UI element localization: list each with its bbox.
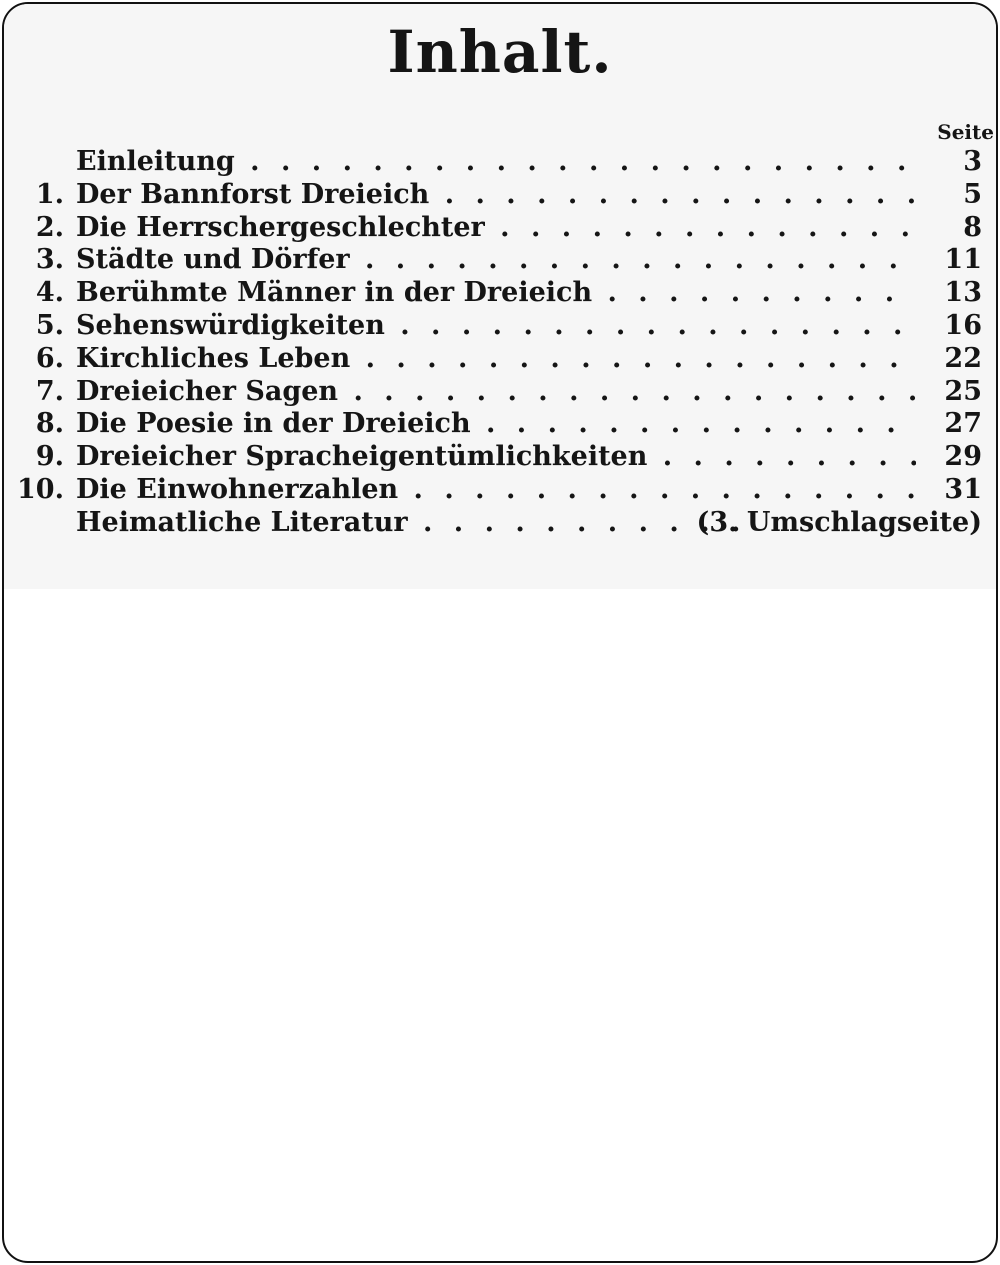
page-column-header: Seite	[937, 120, 994, 144]
toc-entry-number: 10.	[17, 473, 64, 505]
toc-entry-title: Kirchliches Leben . . .	[76, 343, 916, 376]
toc-entry-number: 4.	[35, 277, 64, 309]
toc-entry-page: 5	[963, 178, 982, 210]
toc-entry	[4, 507, 996, 540]
toc-entry-title: Die Poesie in der Dreieich . . .	[76, 408, 916, 441]
toc-entry-number: 2.	[35, 211, 64, 243]
toc-entry-page: 8	[963, 211, 982, 243]
toc-entry-title: Die Herrschergeschlechter . . .	[76, 212, 916, 245]
toc-entry-number: 5.	[35, 309, 64, 341]
toc-entry-page: 27	[944, 408, 982, 440]
toc-entry	[4, 310, 996, 343]
toc-entry-title: Dreieicher Spracheigentümlichkeiten . . .	[76, 441, 916, 474]
toc-entry	[4, 146, 996, 179]
toc-entry-page: 22	[944, 342, 982, 374]
toc-entry-title: Heimatliche Literatur . . .	[76, 507, 748, 540]
toc-entry-page: 16	[944, 309, 982, 341]
toc-entry-number: 8.	[35, 408, 64, 440]
toc-entry-page: 31	[944, 473, 982, 505]
toc-entry-number: 6.	[35, 342, 64, 374]
toc-entry-title: Berühmte Männer in der Dreieich . . .	[76, 277, 916, 310]
toc-entry	[4, 244, 996, 277]
toc-entry-number: 1.	[35, 178, 64, 210]
toc-entry-title: Die Einwohnerzahlen . . .	[76, 474, 916, 507]
toc-entry	[4, 277, 996, 310]
toc-entry	[4, 343, 996, 376]
toc-entry-number: 3.	[35, 244, 64, 276]
toc-entry-title: Städte und Dörfer . . .	[76, 244, 916, 277]
toc-entry-page: 25	[944, 375, 982, 407]
toc-entry-page: 29	[944, 441, 982, 473]
toc-entry	[4, 408, 996, 441]
toc-entry	[4, 441, 996, 474]
page-title: Inhalt.	[387, 18, 613, 86]
scanned-page	[4, 4, 996, 589]
toc-entry	[4, 212, 996, 245]
table-of-contents	[4, 146, 996, 540]
toc-entry-title: Einleitung . . .	[76, 146, 916, 179]
toc-entry-page: 3	[963, 146, 982, 177]
toc-entry	[4, 474, 996, 507]
toc-entry-page: 11	[944, 244, 982, 276]
toc-entry-title: Dreieicher Sagen . . .	[76, 376, 916, 409]
toc-entry-page: (3. Umschlagseite)	[696, 506, 982, 538]
toc-entry-title: Sehenswürdigkeiten . . .	[76, 310, 916, 343]
toc-entry	[4, 179, 996, 212]
toc-entry-number: 9.	[35, 441, 64, 473]
toc-entry	[4, 376, 996, 409]
toc-entry-page: 13	[944, 277, 982, 309]
toc-entry-title: Der Bannforst Dreieich . . .	[76, 179, 916, 212]
toc-entry-number: 7.	[35, 375, 64, 407]
page-frame	[2, 2, 998, 1263]
